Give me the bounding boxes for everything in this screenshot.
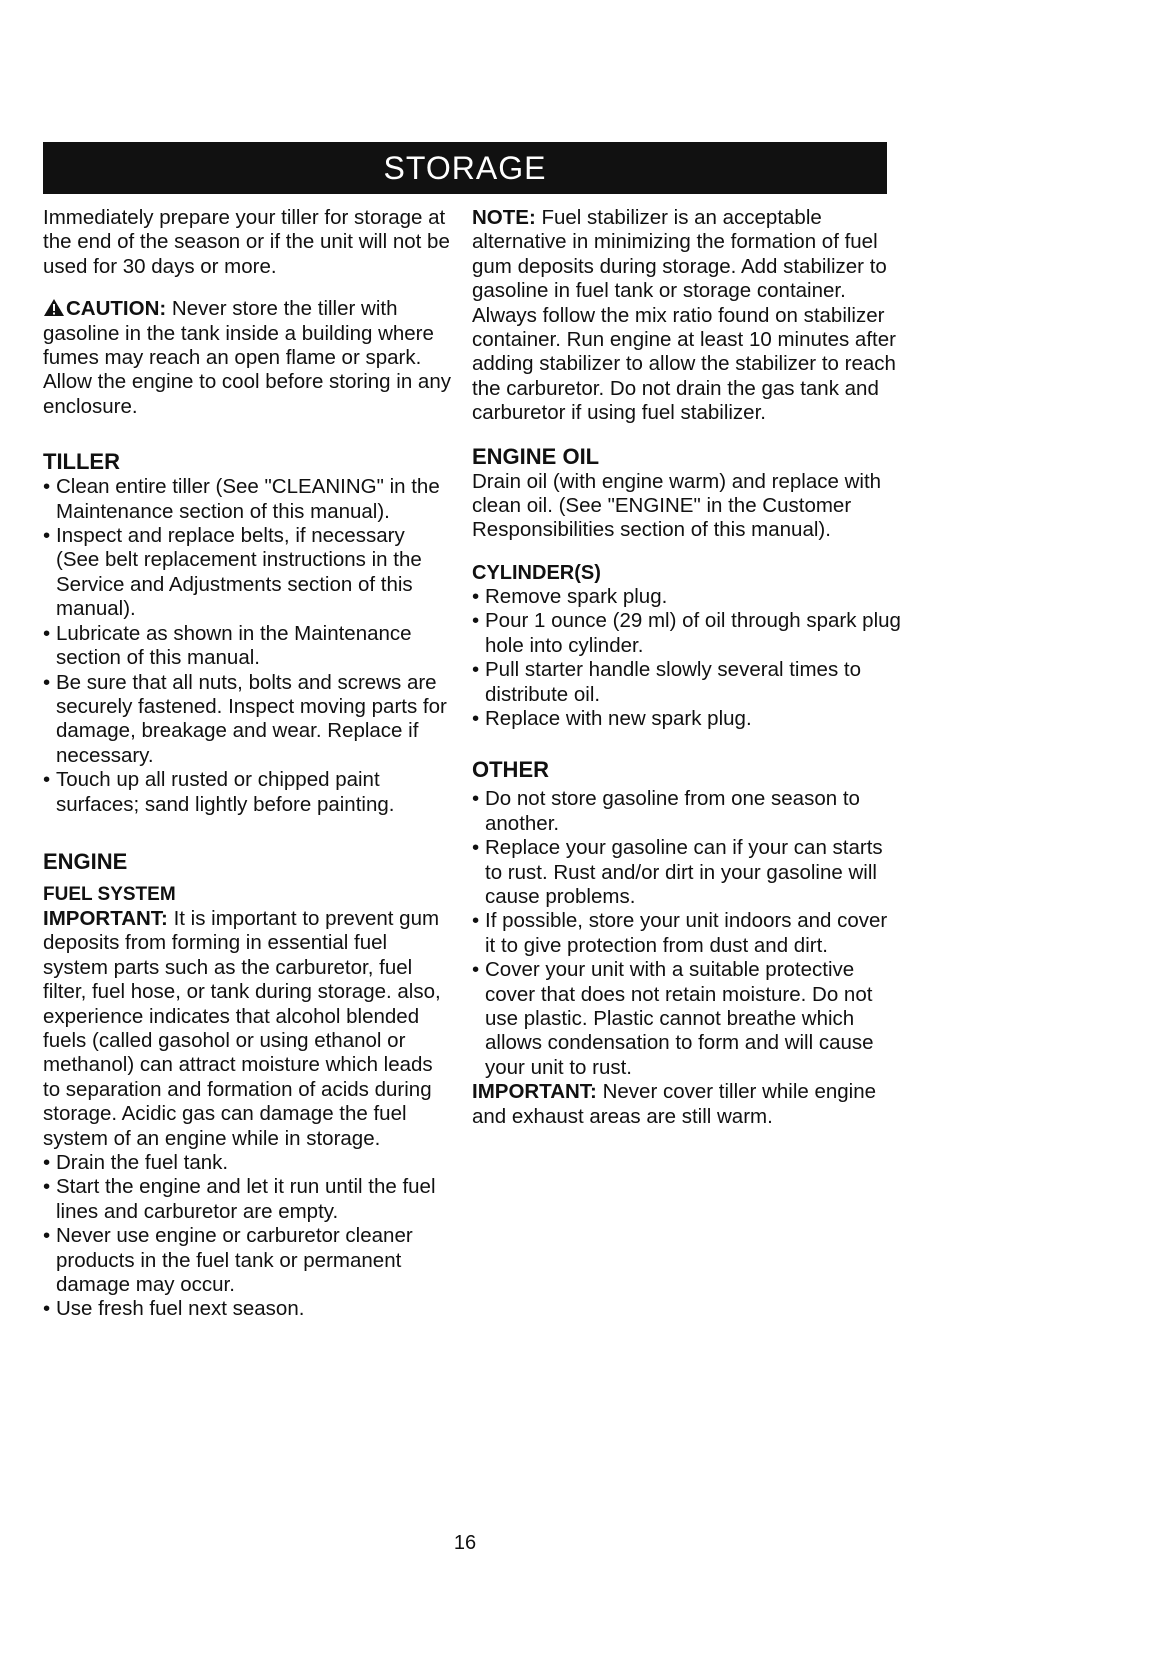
important-label: IMPORTANT: (472, 1080, 597, 1104)
bullet-icon: • (43, 1297, 51, 1321)
list-item: • Remove spark plug. (472, 584, 668, 608)
cylinders-list (472, 585, 902, 731)
page-number: 16 (453, 1532, 477, 1554)
bullet-icon: • (472, 706, 480, 730)
list-item: • Be sure that all nuts, bolts and screws are securely fastened. Inspect moving parts for damage, breakage and wear. Replace if necessary. (43, 670, 447, 767)
list-item: • Drain the fuel tank. (43, 1151, 229, 1174)
bullet-icon: • (43, 475, 51, 499)
list-item: • Do not store gasoline from one season to another. (472, 787, 860, 835)
list-item: • Cover your unit with a suitable protective cover that does not retain moisture. Do not use plastic. Plastic cannot breathe which allows condensation to form and will cause your unit to rust. (472, 958, 874, 1079)
tiller-list (43, 475, 453, 817)
bullet-icon: • (43, 524, 51, 548)
caution-paragraph (43, 297, 453, 419)
bullet-icon: • (472, 658, 480, 682)
caution-label: CAUTION: (66, 297, 167, 321)
note-paragraph (472, 206, 902, 426)
bullet-icon: • (43, 1224, 51, 1248)
bullet-icon: • (43, 670, 51, 694)
list-item: • Never use engine or carburetor cleaner products in the fuel tank or permanent damage may occur. (43, 1224, 413, 1297)
list-item: • If possible, store your unit indoors and cover it to give protection from dust and dirt. (472, 909, 888, 957)
caution-text: Never store the tiller with gasoline in the tank inside a building where fumes may reach an open flame or spark. Allow the engine to cool before storing in any enclosure. (43, 297, 451, 418)
bullet-icon: • (43, 1175, 51, 1199)
bullet-icon: • (472, 836, 480, 860)
bullet-icon: • (43, 621, 51, 645)
important-label: IMPORTANT: (43, 906, 168, 930)
tiller-heading: TILLER (43, 449, 120, 475)
intro-paragraph: Immediately prepare your tiller for storage at the end of the season or if the unit will not be used for 30 days or more. (43, 206, 450, 278)
other-heading: OTHER (472, 757, 549, 783)
other-list (472, 787, 902, 1080)
fuel-system-heading: FUEL SYSTEM (43, 883, 176, 905)
important-text: It is important to prevent gum deposits from forming in essential fuel system parts such as the carburetor, fuel filter, fuel hose, or tank during storage. also, experience indicates that alcohol blended fuels (called gasohol or using ethanol or methanol) can attract moisture which leads to separation and formation of acids during storage. Acidic gas can damage the fuel system of an engine while in storage. (43, 906, 441, 1150)
right-column (472, 206, 902, 1129)
warning-triangle-icon (43, 298, 65, 317)
bullet-icon: • (472, 609, 480, 633)
other-important (472, 1080, 902, 1129)
fuel-system-important (43, 907, 453, 1151)
cylinders-heading: CYLINDER(S) (472, 561, 601, 584)
bullet-icon: • (472, 584, 480, 608)
left-column (43, 206, 453, 1322)
bullet-icon: • (472, 958, 480, 982)
note-label: NOTE: (472, 206, 536, 229)
engine-oil-heading: ENGINE OIL (472, 443, 600, 469)
list-item: • Inspect and replace belts, if necessary (See belt replacement instructions in the Service and Adjustments section of this manual). (43, 524, 422, 621)
list-item: • Start the engine and let it run until the fuel lines and carburetor are empty. (43, 1175, 436, 1223)
list-item: • Replace with new spark plug. (472, 706, 752, 730)
list-item: • Clean entire tiller (See "CLEANING" in the Maintenance section of this manual). (43, 475, 440, 523)
engine-oil-text: Drain oil (with engine warm) and replace with clean oil. (See "ENGINE" in the Customer Responsibilities section of this manual). (472, 469, 882, 542)
list-item: • Replace your gasoline can if your can starts to rust. Rust and/or dirt in your gasoline will cause problems. (472, 836, 883, 908)
note-text: Fuel stabilizer is an acceptable alternative in minimizing the formation of fuel gum deposits during storage. Add stabilizer to gasoline in fuel tank or storage container. Always follow the mix ratio found on stabilizer container. Run engine at least 10 minutes after adding stabilizer to allow the stabilizer to reach the carburetor. Do not drain the gas tank and carburetor if using fuel stabilizer. (472, 206, 896, 425)
important-text: Never cover tiller while engine and exhaust areas are still warm. (472, 1080, 877, 1128)
list-item: • Pull starter handle slowly several times to distribute oil. (472, 658, 861, 706)
list-item: • Touch up all rusted or chipped paint surfaces; sand lightly before painting. (43, 768, 395, 816)
bullet-icon: • (43, 768, 51, 792)
list-item: • Use fresh fuel next season. (43, 1297, 305, 1321)
fuel-system-list (43, 1151, 453, 1322)
bullet-icon: • (472, 787, 480, 811)
bullet-icon: • (43, 1151, 51, 1174)
engine-heading: ENGINE (43, 848, 128, 874)
section-title: STORAGE (43, 142, 887, 194)
list-item: • Lubricate as shown in the Maintenance section of this manual. (43, 621, 412, 670)
list-item: • Pour 1 ounce (29 ml) of oil through spark plug hole into cylinder. (472, 609, 901, 657)
bullet-icon: • (472, 909, 480, 933)
